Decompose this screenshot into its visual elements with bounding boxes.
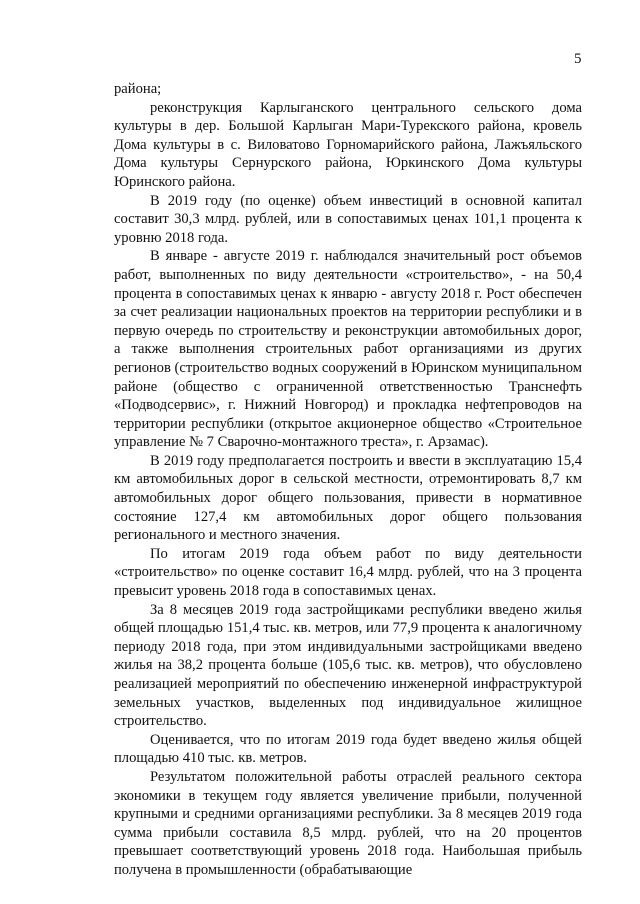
document-body: [114, 80, 582, 880]
page-number: 5: [574, 51, 582, 67]
paragraph-housing: За 8 месяцев 2019 года застройщиками республики введено жилья общей площадью 151,4 тыс. кв. метров, или 77,9 процента к аналогичному периоду 2018 года, при этом индивидуальными застройщиками введено жилья на 38,2 процента больше (105,6 тыс. кв. метров), что обусловлено реализацией мероприятий по обеспечению инженерной инфраструктурой земельных участков, выделенных под индивидуальное жилищное строительство.: [114, 601, 582, 730]
paragraph-construction-estimate: По итогам 2019 года объем работ по виду деятельности «строительство» по оценке составит 16,4 млрд. рублей, что на 3 процента превысит уровень 2018 года в сопоставимых ценах.: [114, 545, 582, 600]
paragraph-continuation: района;: [114, 81, 162, 97]
paragraph-housing-estimate: Оценивается, что по итогам 2019 года будет введено жилья общей площадью 410 тыс. кв. метров.: [114, 731, 582, 767]
paragraph-construction-growth: В январе - августе 2019 г. наблюдался значительный рост объемов работ, выполненных по виду деятельности «строительство», - на 50,4 процента в сопоставимых ценах к январю - августу 2018 г. Рост обеспечен за счет реализации национальных проектов на территории республики и в первую очередь по строительству и реконструкции автомобильных дорог, а также выполнения строительных работ организациями из других регионов (строительство водных сооружений в Юринском муниципальном районе (общество с ограниченной ответственностью Транснефть «Подводсервис», г. Нижний Новгород) и прокладка нефтепроводов на территории республики (открытое акционерное общество «Строительное управление № 7 Сварочно-монтажного треста», г. Арзамас).: [114, 248, 582, 451]
paragraph-roads: В 2019 году предполагается построить и ввести в эксплуатацию 15,4 км автомобильных дорог в сельской местности, отремонтировать 8,7 км автомобильных дорог общего пользования, привести в нормативное состояние 127,4 км автомобильных дорог общего пользования регионального и местного значения.: [114, 452, 582, 544]
paragraph-investments: В 2019 году (по оценке) объем инвестиций в основной капитал составит 30,3 млрд. рублей, или в сопоставимых ценах 101,1 процента к уровню 2018 года.: [114, 192, 582, 246]
paragraph-profit: Результатом положительной работы отраслей реального сектора экономики в текущем году является увеличение прибыли, полученной крупными и средними организациями республики. За 8 месяцев 2019 года сумма прибыли составила 8,5 млрд. рублей, что на 20 процентов превышает соответствующий уровень 2018 года. Наибольшая прибыль получена в промышленности (обрабатывающие: [114, 768, 582, 878]
paragraph-reconstruction: реконструкция Карлыганского центрального сельского дома культуры в дер. Большой Карлыган Мари-Турекского района, кровель Дома культуры в с. Виловатово Горномарийского района, Лажъяльского Дома культуры Сернурского района, Юркинского Дома культуры Юринского района.: [114, 99, 582, 190]
